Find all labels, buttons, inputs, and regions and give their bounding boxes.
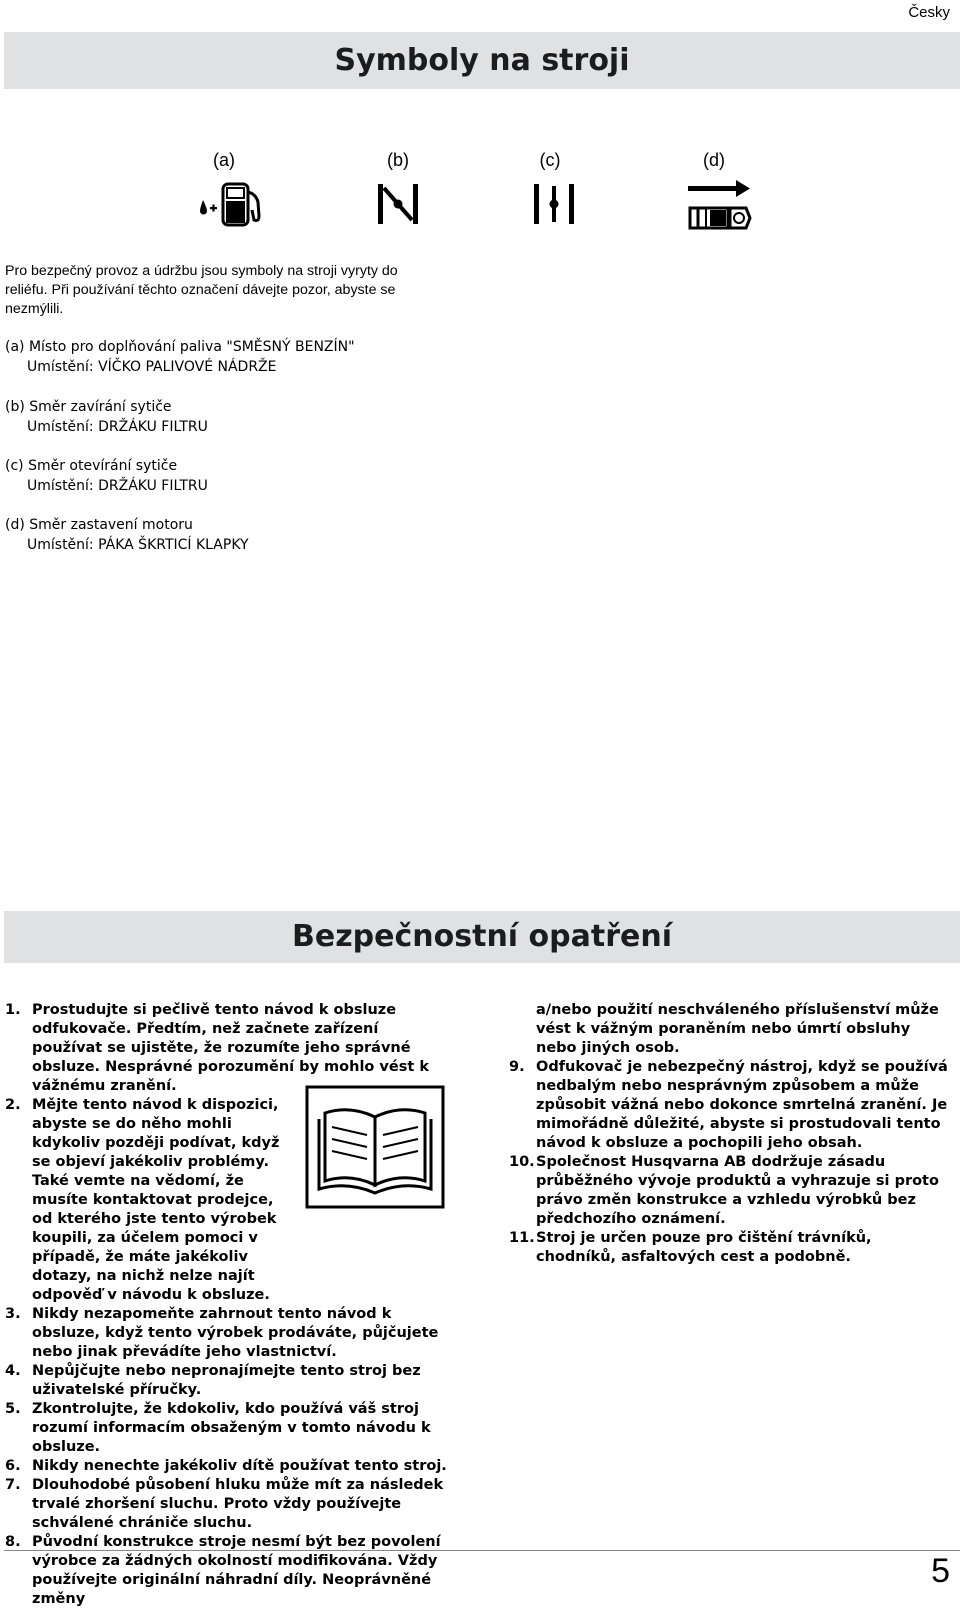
symbol-item-location: Umístění: DRŽÁKU FILTRU [27, 478, 208, 494]
list-item-number: 6. [5, 1458, 21, 1474]
list-item [5, 1305, 450, 1362]
symbol-item-title: (a) Místo pro doplňování paliva "SMĚSNÝ BENZÍN" [5, 339, 355, 355]
language-label: Česky [908, 4, 950, 21]
list-item-number: 2. [5, 1097, 21, 1113]
list-item [5, 1476, 450, 1533]
list-item-text: Mějte tento návod k dispozici, abyste se do něho mohli kdykoliv později podívat, když se objeví jakékoliv problémy. Také vemte na vědomí, že musíte kontaktovat prodejce, od kterého jste tento výrobek koupili, za účelem pomoci v případě, že máte jakékoliv dotazy, na nichž nelze najít odpověď v návodu k obsluze. [32, 1097, 280, 1303]
list-item-number: 7. [5, 1477, 21, 1493]
list-item [5, 1362, 450, 1400]
symbol-item-location: Umístění: VÍČKO PALIVOVÉ NÁDRŽE [27, 359, 277, 375]
list-item-number: 10. [509, 1154, 535, 1170]
list-item-text: Původní konstrukce stroje nesmí být bez povolení výrobce za žádných okolností modifikována. Vždy používejte originální náhradní díly. Neoprávněné změny [32, 1534, 441, 1607]
list-item-text: Stroj je určen pouze pro čištění trávníků, chodníků, asfaltových cest a podobně. [536, 1230, 872, 1265]
symbol-label-a: (a) [213, 150, 235, 170]
list-item-number: 9. [509, 1059, 525, 1075]
stop-direction-icon [686, 180, 754, 232]
intro-paragraph: Pro bezpečný provoz a údržbu jsou symboly na stroji vyryty do reliéfu. Při používání těchto označení dávejte pozor, abyste se nezmýlili. [5, 263, 398, 317]
page-number: 5 [931, 1552, 950, 1590]
symbol-item-title: (b) Směr zavírání sytiče [5, 399, 172, 415]
footer-divider [4, 1550, 960, 1551]
list-item [5, 1457, 450, 1476]
safety-list-left [5, 1001, 450, 1609]
symbol-label-d: (d) [703, 150, 725, 170]
list-item-number: 1. [5, 1002, 21, 1018]
choke-open-icon [532, 180, 576, 226]
list-item-text: Odfukovač je nebezpečný nástroj, když se používá nedbalým nebo nesprávným způsobem a může způsobit vážná nebo dokonce smrtelná zranění. Je mimořádně důležité, abyste si prostudovali tento návod k obsluze a pochopili jeho obsah. [536, 1059, 948, 1151]
list-item [5, 1533, 450, 1609]
list-item [5, 1096, 450, 1305]
list-item-text: a/nebo použití neschváleného příslušenství může vést k vážným poraněním nebo úmrtí obsluhy nebo jiných osob. [536, 1002, 939, 1056]
section-header-symbols [4, 32, 960, 89]
list-item [5, 1001, 450, 1096]
list-item-text: Zkontrolujte, že kdokoliv, kdo používá váš stroj rozumí informacím obsaženým v tomto návodu k obsluze. [32, 1401, 431, 1455]
section-title: Bezpečnostní opatření [292, 919, 672, 954]
symbol-label-c: (c) [539, 150, 561, 170]
symbol-item-location: Umístění: DRŽÁKU FILTRU [27, 419, 208, 435]
list-item-text: Nepůjčujte nebo nepronajímejte tento stroj bez uživatelské příručky. [32, 1363, 421, 1398]
fuel-pump-icon [196, 180, 268, 228]
symbol-item-title: (d) Směr zastavení motoru [5, 517, 193, 533]
list-item-text: Nikdy nenechte jakékoliv dítě používat tento stroj. [32, 1458, 447, 1474]
list-item-number: 3. [5, 1306, 21, 1322]
list-item [509, 1153, 955, 1229]
symbol-item-d [5, 515, 249, 555]
list-item [5, 1400, 450, 1457]
symbol-item-b [5, 397, 208, 437]
list-item-number: 8. [5, 1534, 21, 1550]
list-item-text: Společnost Husqvarna AB dodržuje zásadu průběžného vývoje produktů a vyhrazuje si proto právo změn konstrukce a vzhledu výrobků bez předchozího oznámení. [536, 1154, 939, 1227]
list-item-continuation [509, 1001, 955, 1058]
symbol-item-title: (c) Směr otevírání sytiče [5, 458, 178, 474]
list-item-text: Prostudujte si pečlivě tento návod k obsluze odfukovače. Předtím, než začnete zařízení používat se ujistěte, že rozumíte jeho správné obsluze. Nesprávné porozumění by mohlo vést k vážnému zranění. [32, 1002, 429, 1094]
list-item-number: 4. [5, 1363, 21, 1379]
list-item [509, 1058, 955, 1153]
list-item-text: Dlouhodobé působení hluku může mít za následek trvalé zhoršení sluchu. Proto vždy používejte schválené chrániče sluchu. [32, 1477, 444, 1531]
section-header-safety [4, 911, 960, 963]
list-item-number: 5. [5, 1401, 21, 1417]
list-item [509, 1229, 955, 1267]
symbol-item-c [5, 456, 208, 496]
choke-close-icon [376, 180, 420, 226]
list-item-text: Nikdy nezapomeňte zahrnout tento návod k obsluze, když tento výrobek prodáváte, půjčujete nebo jinak převádíte jeho vlastnictví. [32, 1306, 439, 1360]
symbol-label-b: (b) [387, 150, 409, 170]
symbol-item-a [5, 337, 355, 377]
section-title: Symboly na stroji [334, 43, 630, 78]
safety-list-right [509, 1001, 955, 1267]
symbol-item-location: Umístění: PÁKA ŠKRTICÍ KLAPKY [27, 537, 249, 553]
list-item-number: 11. [509, 1230, 535, 1246]
